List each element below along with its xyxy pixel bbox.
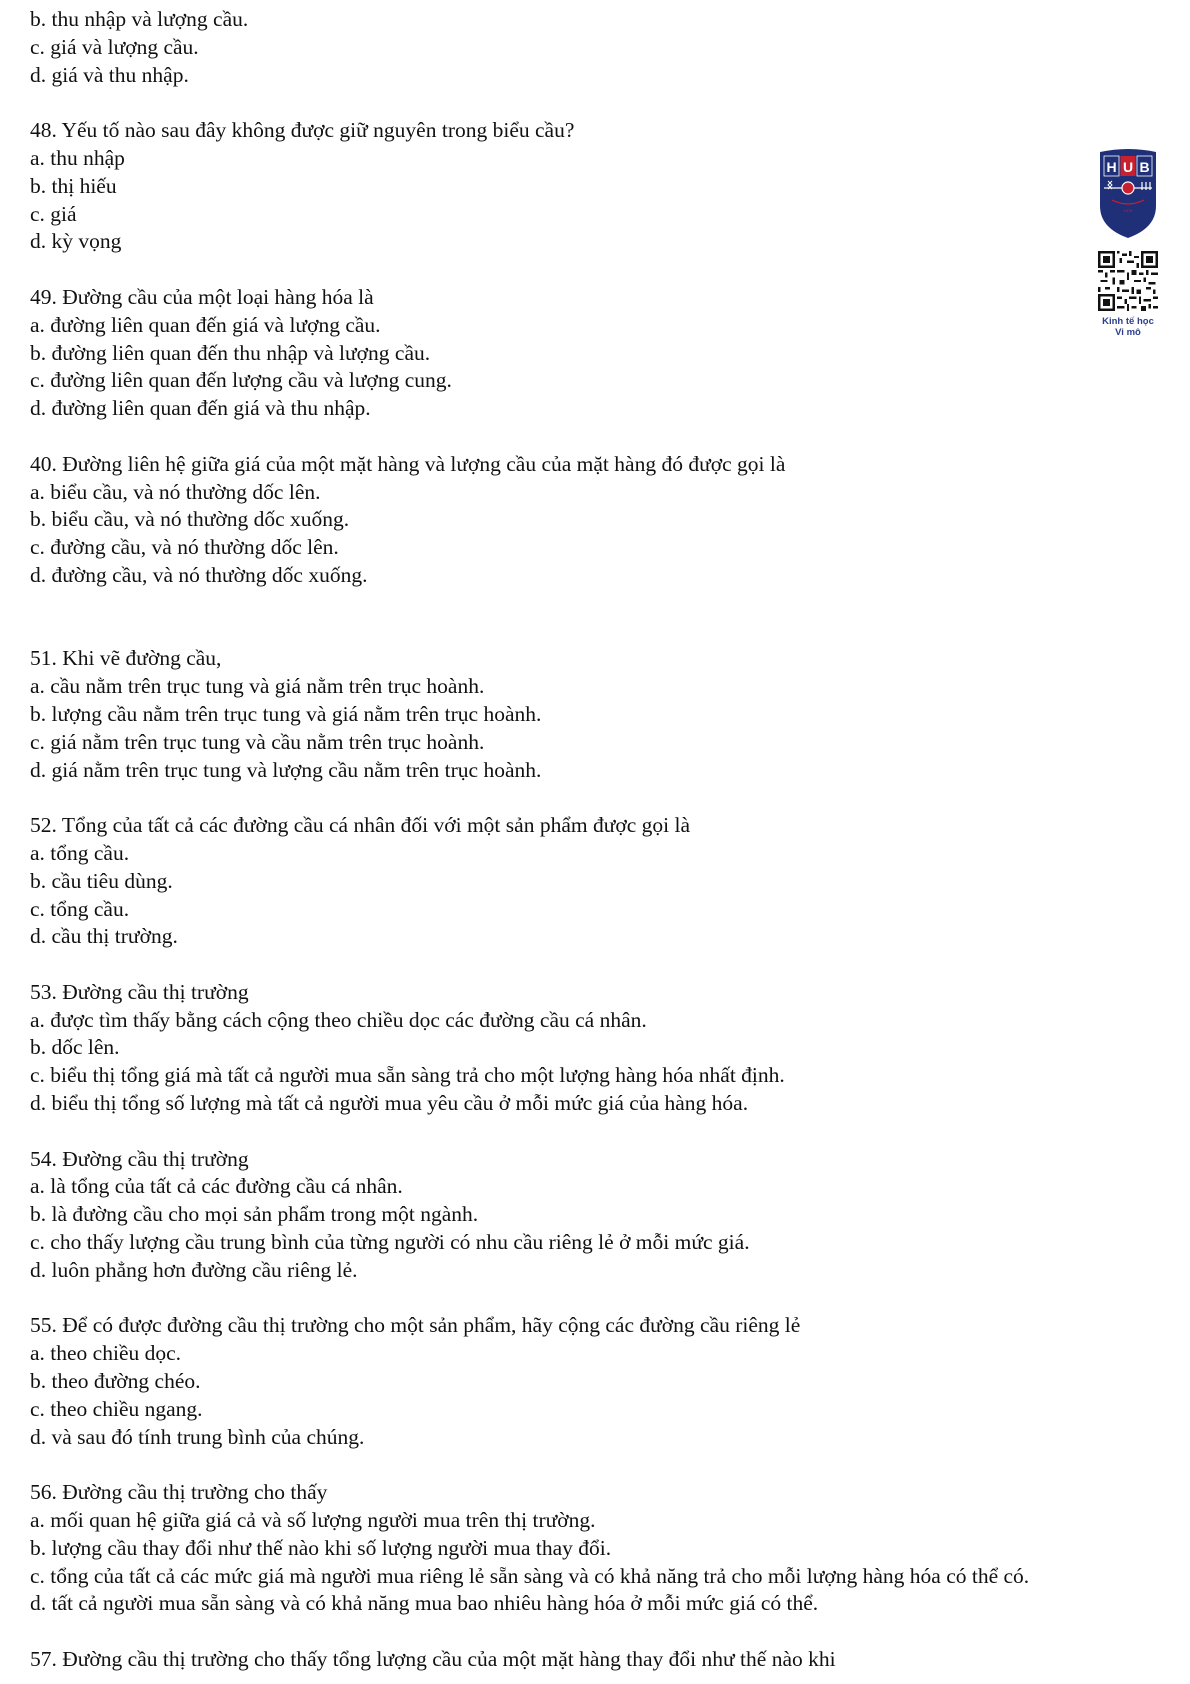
- question-block-48: [30, 117, 1150, 256]
- svg-text:1976: 1976: [1123, 208, 1133, 213]
- question-block-40: [30, 451, 1150, 590]
- option-a: a. thu nhập: [30, 145, 125, 170]
- option-b: b. là đường cầu cho mọi sản phẩm trong một ngành.: [30, 1202, 479, 1227]
- option-c: c. tổng cầu.: [30, 896, 130, 921]
- option-c: c. biểu thị tổng giá mà tất cả người mua sẵn sàng trả cho một lượng hàng hóa nhất định.: [30, 1063, 785, 1088]
- option-d: d. đường liên quan đến giá và thu nhập.: [30, 396, 371, 421]
- option-c: c. giá và lượng cầu.: [30, 34, 199, 59]
- option-a: a. cầu nằm trên trục tung và giá nằm trên trục hoành.: [30, 674, 485, 699]
- document-page: [30, 6, 1150, 1674]
- logo-caption-line1: Kinh tế học: [1102, 316, 1154, 327]
- logo-letter-b: B: [1139, 159, 1150, 175]
- question-block-55: [30, 1312, 1150, 1451]
- option-c: c. đường cầu, và nó thường dốc lên.: [30, 535, 339, 560]
- hub-badge: [1092, 148, 1164, 338]
- option-b: b. thu nhập và lượng cầu.: [30, 7, 249, 31]
- question-block-52: [30, 812, 1150, 951]
- option-c: c. giá nằm trên trục tung và cầu nằm trên trục hoành.: [30, 729, 485, 754]
- question-stem: 48. Yếu tố nào sau đây không được giữ nguyên trong biểu cầu?: [30, 118, 575, 143]
- question-stem: 56. Đường cầu thị trường cho thấy: [30, 1480, 328, 1505]
- qr-code-icon: [1098, 251, 1158, 311]
- option-a: a. biểu cầu, và nó thường dốc lên.: [30, 479, 321, 504]
- option-b: b. thị hiếu: [30, 173, 117, 198]
- question-stem: 54. Đường cầu thị trường: [30, 1146, 249, 1171]
- question-block-47-cont: [30, 6, 1150, 89]
- question-stem: 53. Đường cầu thị trường: [30, 979, 249, 1004]
- question-block-57: [30, 1646, 1150, 1674]
- option-a: a. tổng cầu.: [30, 840, 130, 865]
- option-a: a. đường liên quan đến giá và lượng cầu.: [30, 312, 381, 337]
- question-block-49: [30, 284, 1150, 423]
- question-stem: 40. Đường liên hệ giữa giá của một mặt hàng và lượng cầu của mặt hàng đó được gọi là: [30, 451, 786, 476]
- option-d: d. và sau đó tính trung bình của chúng.: [30, 1424, 365, 1449]
- question-stem: 49. Đường cầu của một loại hàng hóa là: [30, 284, 374, 309]
- option-b: b. biểu cầu, và nó thường dốc xuống.: [30, 507, 350, 532]
- hub-shield-logo: [1098, 148, 1158, 240]
- option-d: d. giá nằm trên trục tung và lượng cầu nằm trên trục hoành.: [30, 757, 542, 782]
- logo-letter-u: U: [1122, 159, 1134, 175]
- question-stem: 52. Tổng của tất cả các đường cầu cá nhân đối với một sản phẩm được gọi là: [30, 813, 691, 838]
- option-d: d. tất cả người mua sẵn sàng và có khả năng mua bao nhiêu hàng hóa ở mỗi mức giá có thể.: [30, 1591, 819, 1616]
- question-block-54: [30, 1146, 1150, 1285]
- question-stem: 57. Đường cầu thị trường cho thấy tổng lượng cầu của một mặt hàng thay đổi như thế nào khi: [30, 1647, 836, 1672]
- option-b: b. lượng cầu nằm trên trục tung và giá nằm trên trục hoành.: [30, 701, 542, 726]
- option-a: a. mối quan hệ giữa giá cả và số lượng người mua trên thị trường.: [30, 1508, 596, 1533]
- option-b: b. lượng cầu thay đổi như thế nào khi số lượng người mua thay đổi.: [30, 1535, 612, 1560]
- option-d: d. luôn phẳng hơn đường cầu riêng lẻ.: [30, 1257, 358, 1282]
- option-b: b. đường liên quan đến thu nhập và lượng cầu.: [30, 340, 431, 365]
- question-block-53: [30, 979, 1150, 1118]
- option-d: d. biểu thị tổng số lượng mà tất cả người mua yêu cầu ở mỗi mức giá của hàng hóa.: [30, 1091, 749, 1116]
- question-block-51: [30, 645, 1150, 784]
- option-c: c. cho thấy lượng cầu trung bình của từng người có nhu cầu riêng lẻ ở mỗi mức giá.: [30, 1230, 750, 1255]
- option-b: b. cầu tiêu dùng.: [30, 868, 173, 893]
- option-c: c. tổng của tất cả các mức giá mà người mua riêng lẻ sẵn sàng và có khả năng trả cho mỗi lượng hàng hóa có thể có.: [30, 1563, 1030, 1588]
- option-c: c. theo chiều ngang.: [30, 1396, 203, 1421]
- option-c: c. đường liên quan đến lượng cầu và lượng cung.: [30, 368, 452, 393]
- logo-letter-h: H: [1106, 159, 1117, 175]
- question-stem: 51. Khi vẽ đường cầu,: [30, 646, 222, 671]
- logo-caption-line2: Vi mô: [1115, 327, 1141, 338]
- option-a: a. được tìm thấy bằng cách cộng theo chiều dọc các đường cầu cá nhân.: [30, 1007, 647, 1032]
- question-stem: 55. Để có được đường cầu thị trường cho một sản phẩm, hãy cộng các đường cầu riêng lẻ: [30, 1313, 801, 1338]
- option-b: b. dốc lên.: [30, 1035, 120, 1060]
- option-d: d. giá và thu nhập.: [30, 62, 189, 87]
- option-d: d. kỳ vọng: [30, 229, 122, 254]
- option-a: a. là tổng của tất cả các đường cầu cá nhân.: [30, 1174, 403, 1199]
- option-d: d. đường cầu, và nó thường dốc xuống.: [30, 562, 368, 587]
- option-a: a. theo chiều dọc.: [30, 1341, 182, 1366]
- option-c: c. giá: [30, 201, 77, 226]
- question-block-56: [30, 1479, 1150, 1618]
- option-b: b. theo đường chéo.: [30, 1369, 201, 1394]
- option-d: d. cầu thị trường.: [30, 924, 178, 949]
